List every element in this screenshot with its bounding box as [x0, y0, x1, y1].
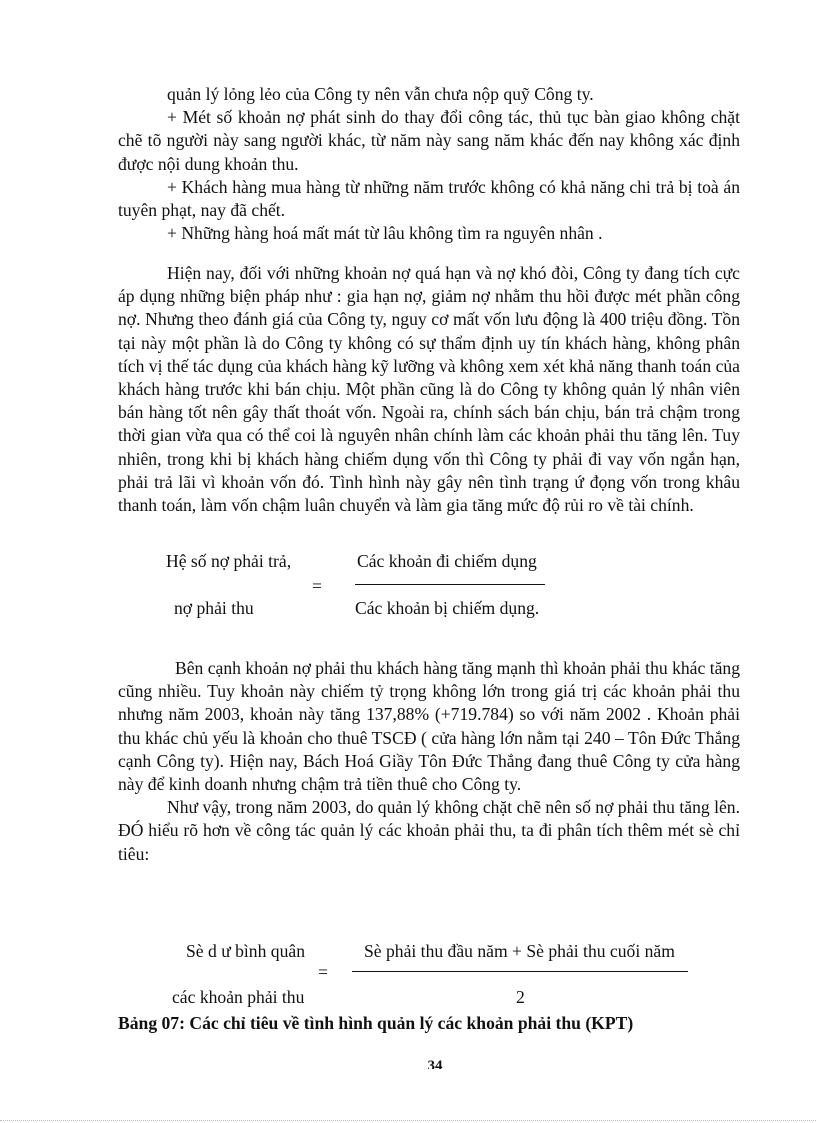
- formula1-denominator: Các khoản bị chiếm dụng.: [355, 598, 540, 618]
- text-block-top: [118, 83, 740, 245]
- formula1-numerator: Các khoản đi chiếm dụng: [357, 551, 537, 571]
- formula1-lhs-bottom: nợ phải thu: [174, 598, 254, 618]
- paragraph-continuation: quản lý lỏng lẻo của Công ty nên vẫn chưa nộp quỹ Công ty.: [167, 84, 594, 104]
- table-caption: Bảng 07: Các chỉ tiêu về tình hình quản lý các khoản phải thu (KPT): [118, 1013, 634, 1033]
- formula2-lhs-top: Sè d ư bình quân: [186, 941, 305, 961]
- text-block-main: [118, 262, 740, 517]
- formula1-equals: =: [312, 576, 322, 596]
- formula1-fraction-bar: [355, 584, 545, 585]
- formula2-denominator: 2: [516, 987, 525, 1007]
- text-block-side: [118, 657, 740, 866]
- paragraph-other-receivables: Bên cạnh khoản nợ phải thu khách hàng tăng mạnh thì khoản phải thu khác tăng cũng nhiều. Tuy khoản này chiếm tỷ trọng không lớn trong giá trị các khoản phải thu nhưng năm 2003, khoản này tăng 137,88% (+719.784) so với năm 2002 . Khoản phải thu khác chủ yếu là khoản cho thuê TSCĐ ( cửa hàng lớn nằm tại 240 – Tôn Đức Thắng cạnh Công ty). Hiện nay, Bách Hoá Giầy Tôn Đức Thắng đang thuê Công ty cửa hàng này để kinh doanh nhưng chậm trả tiền thuê cho Công ty.: [118, 658, 740, 795]
- formula1-lhs-top: Hệ số nợ phải trả,: [166, 551, 292, 571]
- formula2-lhs-bottom: các khoản phải thu: [172, 987, 305, 1007]
- paragraph-main: Hiện nay, đối với những khoản nợ quá hạn và nợ khó đòi, Công ty đang tích cực áp dụng những biện pháp như : gia hạn nợ, giảm nợ nhằm thu hồi được mét phần công nợ. Nhưng theo đánh giá của Công ty, nguy cơ mất vốn lưu động là 400 triệu đồng. Tồn tại này một phần là do Công ty không có sự thẩm định uy tín khách hàng, không phân tích vị thế tác dụng của khách hàng kỹ lưỡng và không xem xét khả năng thanh toán của khách hàng trước khi bán chịu. Một phần cũng là do Công ty không quản lý nhân viên bán hàng tốt nên gây thất thoát vốn. Ngoài ra, chính sách bán chịu, bán trả chậm trong thời gian vừa qua có thể coi là nguyên nhân chính làm các khoản phải thu tăng lên. Tuy nhiên, trong khi bị khách hàng chiếm dụng vốn thì Công ty phải đi vay vốn ngắn hạn, phải trả lãi vì khoản vốn đó. Tình hình này gây nên tình trạng ứ đọng vốn trong khâu thanh toán, làm vốn chậm luân chuyển và làm gia tăng mức độ rủi ro về tài chính.: [118, 263, 740, 516]
- paragraph-bullet-2: + Khách hàng mua hàng từ những năm trước không có khả năng chi trả bị toà án tuyên phạt, nay đã chết.: [118, 176, 740, 221]
- page-edge-divider: [0, 1120, 816, 1121]
- formula2-numerator: Sè phải thu đầu năm + Sè phải thu cuối năm: [364, 941, 675, 961]
- formula2-equals: =: [318, 962, 328, 982]
- formula2-fraction-bar: [352, 971, 688, 972]
- paragraph-bullet-1: + Mét số khoản nợ phát sinh do thay đổi công tác, thủ tục bàn giao không chặt chẽ tõ người này sang người khác, từ năm này sang năm khác đến nay không xác định được nội dung khoản thu.: [118, 107, 740, 174]
- paragraph-bullet-3: + Những hàng hoá mất mát từ lâu không tìm ra nguyên nhân .: [167, 223, 603, 244]
- page-number: 34: [427, 1058, 443, 1069]
- paragraph-conclusion: Như vậy, trong năm 2003, do quản lý không chặt chẽ nên số nợ phải thu tăng lên. ĐÓ hiểu rõ hơn về công tác quản lý các khoản phải thu, ta đi phân tích thêm mét sè chỉ tiêu:: [118, 797, 740, 864]
